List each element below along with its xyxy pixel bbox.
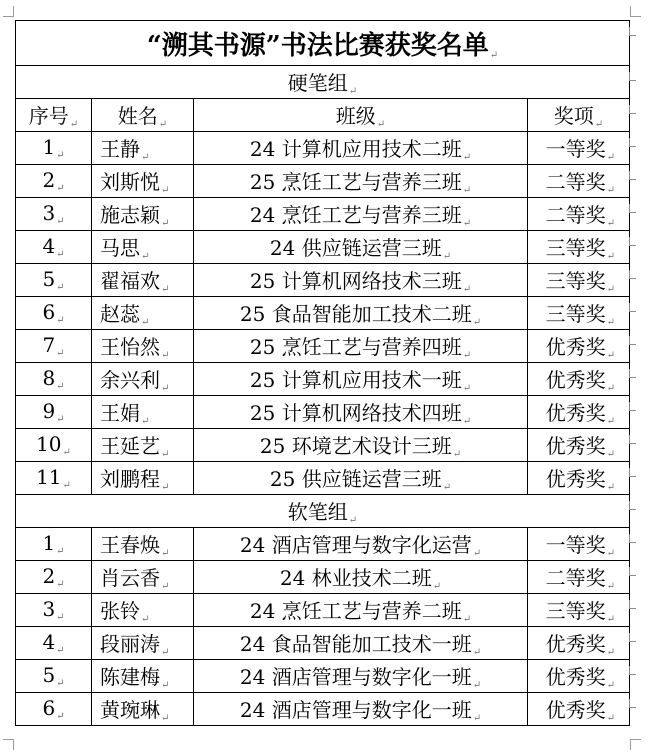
class-cell[interactable]	[194, 330, 528, 363]
header-seq-cell[interactable]	[16, 99, 92, 132]
paragraph-mark-icon: ↵	[606, 185, 615, 196]
table-row	[16, 660, 630, 693]
paragraph-mark-icon: ↵	[462, 383, 472, 394]
name-cell[interactable]	[92, 297, 194, 330]
row-end-mark	[629, 402, 636, 411]
class: 25 烹饪工艺与营养三班	[249, 170, 462, 194]
row-end-mark	[629, 336, 636, 345]
paragraph-mark-icon: ↵	[161, 680, 170, 691]
seq-cell[interactable]	[16, 264, 92, 297]
paragraph-mark-icon: ↵	[161, 581, 170, 592]
paragraph-mark-icon: ↵	[56, 711, 65, 722]
class-cell[interactable]	[194, 231, 528, 264]
row-end-mark	[629, 237, 636, 246]
award-cell[interactable]	[528, 627, 630, 660]
paragraph-mark-icon: ↵	[161, 713, 170, 724]
class-cell[interactable]	[194, 396, 528, 429]
paragraph-mark-icon: ↵	[56, 381, 65, 392]
table-row	[16, 429, 630, 462]
award: 一等奖	[545, 137, 606, 161]
name-cell[interactable]	[92, 165, 194, 198]
class-cell[interactable]	[194, 165, 528, 198]
class-cell[interactable]	[194, 132, 528, 165]
paragraph-mark-icon: ↵	[472, 713, 482, 724]
page-corner-mark-top-left	[3, 6, 14, 17]
paragraph-mark-icon: ↵	[472, 647, 482, 658]
seq: 6	[42, 696, 56, 720]
table-row	[16, 693, 630, 726]
award-cell[interactable]	[528, 594, 630, 627]
header-seq: 序号	[28, 104, 69, 128]
class: 25 计算机网络技术三班	[249, 269, 462, 293]
award-cell[interactable]	[528, 264, 630, 297]
table-row	[16, 561, 630, 594]
award: 优秀奖	[545, 632, 606, 656]
row-end-mark	[629, 699, 636, 708]
seq-cell[interactable]	[16, 396, 92, 429]
seq-cell[interactable]	[16, 132, 92, 165]
award-cell[interactable]	[528, 165, 630, 198]
table-row	[16, 594, 630, 627]
seq-cell[interactable]	[16, 330, 92, 363]
name-cell[interactable]	[92, 594, 194, 627]
row-end-mark	[629, 567, 636, 576]
name: 肖云香	[100, 566, 160, 590]
row-end-mark	[629, 171, 636, 180]
seq-cell[interactable]	[16, 198, 92, 231]
award: 三等奖	[545, 599, 606, 623]
seq: 5	[42, 267, 56, 291]
table-row	[16, 363, 630, 396]
award: 三等奖	[545, 269, 606, 293]
seq-cell[interactable]	[16, 528, 92, 561]
name: 王春焕	[100, 533, 160, 557]
name: 施志颖	[100, 203, 160, 227]
class: 24 林业技术二班	[279, 566, 432, 590]
paragraph-mark-icon: ↵	[606, 482, 615, 493]
class: 25 烹饪工艺与营养四班	[249, 335, 462, 359]
name: 马思	[100, 236, 140, 260]
class: 24 酒店管理与数字化一班	[239, 698, 472, 722]
seq-cell[interactable]	[16, 297, 92, 330]
class: 24 食品智能加工技术一班	[239, 632, 472, 656]
name-cell[interactable]	[92, 132, 194, 165]
seq: 6	[42, 300, 56, 324]
class-cell[interactable]	[194, 297, 528, 330]
class: 24 酒店管理与数字化运营	[239, 533, 472, 557]
name-cell[interactable]	[92, 231, 194, 264]
table-row	[16, 297, 630, 330]
paragraph-mark-icon: ↵	[462, 185, 472, 196]
class: 25 环境艺术设计三班	[259, 434, 452, 458]
paragraph-mark-icon: ↵	[141, 317, 150, 328]
name: 余兴利	[100, 368, 160, 392]
paragraph-mark-icon: ↵	[348, 86, 358, 97]
class: 24 烹饪工艺与营养二班	[249, 599, 462, 623]
class-cell[interactable]	[194, 528, 528, 561]
award-cell[interactable]	[528, 561, 630, 594]
paragraph-mark-icon: ↵	[141, 251, 150, 262]
seq-cell[interactable]	[16, 660, 92, 693]
paragraph-mark-icon: ↵	[376, 119, 386, 130]
award: 优秀奖	[545, 335, 606, 359]
award-cell[interactable]	[528, 330, 630, 363]
row-end-mark	[629, 534, 636, 543]
paragraph-mark-icon: ↵	[606, 317, 615, 328]
class-cell[interactable]	[194, 627, 528, 660]
award: 一等奖	[545, 533, 606, 557]
table-row	[16, 198, 630, 231]
class-cell[interactable]	[194, 594, 528, 627]
paragraph-mark-icon: ↵	[606, 284, 615, 295]
paragraph-mark-icon: ↵	[141, 416, 150, 427]
name-cell[interactable]	[92, 561, 194, 594]
class-cell[interactable]	[194, 429, 528, 462]
award: 二等奖	[545, 566, 606, 590]
paragraph-mark-icon: ↵	[606, 581, 615, 592]
award-cell[interactable]	[528, 297, 630, 330]
class-cell[interactable]	[194, 264, 528, 297]
award: 优秀奖	[545, 434, 606, 458]
award-cell[interactable]	[528, 660, 630, 693]
paragraph-mark-icon: ↵	[462, 614, 472, 625]
group-title-cell[interactable]	[16, 495, 630, 528]
seq: 9	[42, 399, 56, 423]
paragraph-mark-icon: ↵	[56, 315, 65, 326]
seq: 11	[36, 465, 62, 489]
award-cell[interactable]	[528, 198, 630, 231]
row-end-mark	[629, 72, 636, 81]
header-award: 奖项	[553, 104, 594, 128]
paragraph-mark-icon: ↵	[606, 449, 615, 460]
paragraph-mark-icon: ↵	[462, 152, 472, 163]
paragraph-mark-icon: ↵	[452, 449, 462, 460]
group-row-hard-pen	[16, 66, 630, 99]
class: 24 烹饪工艺与营养三班	[249, 203, 462, 227]
row-end-mark	[629, 468, 636, 477]
paragraph-mark-icon: ↵	[69, 119, 79, 130]
award-cell[interactable]	[528, 396, 630, 429]
document-title-cell[interactable]	[16, 21, 630, 66]
paragraph-mark-icon: ↵	[161, 449, 170, 460]
name: 王怡然	[100, 335, 160, 359]
seq: 1	[42, 135, 56, 159]
seq-cell[interactable]	[16, 693, 92, 726]
name: 张铃	[100, 599, 140, 623]
class: 24 计算机应用技术二班	[249, 137, 462, 161]
name-cell[interactable]	[92, 528, 194, 561]
row-end-mark	[629, 600, 636, 609]
award-cell[interactable]	[528, 528, 630, 561]
class: 25 计算机应用技术一班	[249, 368, 462, 392]
row-end-mark	[629, 435, 636, 444]
award: 三等奖	[545, 236, 606, 260]
row-end-mark	[629, 270, 636, 279]
paragraph-mark-icon: ↵	[462, 284, 472, 295]
paragraph-mark-icon: ↵	[56, 348, 65, 359]
paragraph-mark-icon: ↵	[161, 218, 170, 229]
class-cell[interactable]	[194, 462, 528, 495]
seq-cell[interactable]	[16, 462, 92, 495]
paragraph-mark-icon: ↵	[56, 645, 65, 656]
paragraph-mark-icon: ↵	[161, 482, 170, 493]
seq-cell[interactable]	[16, 363, 92, 396]
paragraph-mark-icon: ↵	[161, 647, 170, 658]
paragraph-mark-icon: ↵	[56, 546, 65, 557]
class-cell[interactable]	[194, 198, 528, 231]
paragraph-mark-icon: ↵	[472, 548, 482, 559]
paragraph-mark-icon: ↵	[158, 119, 168, 130]
seq-cell[interactable]	[16, 429, 92, 462]
name-cell[interactable]	[92, 363, 194, 396]
paragraph-mark-icon: ↵	[472, 680, 482, 691]
paragraph-mark-icon: ↵	[606, 218, 615, 229]
group-title-cell[interactable]	[16, 66, 630, 99]
seq-cell[interactable]	[16, 627, 92, 660]
award-list-table	[15, 20, 630, 726]
paragraph-mark-icon: ↵	[489, 49, 499, 61]
paragraph-mark-icon: ↵	[606, 416, 615, 427]
paragraph-mark-icon: ↵	[432, 581, 442, 592]
seq: 1	[42, 531, 56, 555]
row-end-mark	[629, 138, 636, 147]
name-cell[interactable]	[92, 264, 194, 297]
name: 段丽涛	[100, 632, 160, 656]
award-cell[interactable]	[528, 429, 630, 462]
seq: 3	[42, 597, 56, 621]
paragraph-mark-icon: ↵	[56, 612, 65, 623]
title-row	[16, 21, 630, 66]
name: 黄琬琳	[100, 698, 160, 722]
table-row	[16, 396, 630, 429]
class-cell[interactable]	[194, 561, 528, 594]
award: 二等奖	[545, 170, 606, 194]
paragraph-mark-icon: ↵	[606, 713, 615, 724]
award: 优秀奖	[545, 665, 606, 689]
name: 王延艺	[100, 434, 160, 458]
seq: 5	[42, 663, 56, 687]
name: 陈建梅	[100, 665, 160, 689]
row-end-mark	[629, 27, 636, 36]
name: 刘斯悦	[100, 170, 160, 194]
paragraph-mark-icon: ↵	[161, 284, 170, 295]
class-cell[interactable]	[194, 363, 528, 396]
seq: 8	[42, 366, 56, 390]
page-corner-mark-bottom-right	[630, 739, 641, 750]
paragraph-mark-icon: ↵	[62, 480, 71, 491]
table-row	[16, 231, 630, 264]
paragraph-mark-icon: ↵	[141, 152, 150, 163]
table-row	[16, 528, 630, 561]
row-end-mark	[629, 633, 636, 642]
paragraph-mark-icon: ↵	[161, 548, 170, 559]
award-cell[interactable]	[528, 132, 630, 165]
name-cell[interactable]	[92, 462, 194, 495]
award: 二等奖	[545, 203, 606, 227]
paragraph-mark-icon: ↵	[56, 216, 65, 227]
seq: 4	[42, 630, 56, 654]
paragraph-mark-icon: ↵	[472, 317, 482, 328]
group-title: 硬笔组	[287, 71, 348, 95]
class: 25 计算机网络技术四班	[249, 401, 462, 425]
award: 优秀奖	[545, 698, 606, 722]
paragraph-mark-icon: ↵	[161, 383, 170, 394]
paragraph-mark-icon: ↵	[442, 482, 452, 493]
award-cell[interactable]	[528, 693, 630, 726]
header-name: 姓名	[117, 104, 158, 128]
award-cell[interactable]	[528, 363, 630, 396]
paragraph-mark-icon: ↵	[161, 350, 170, 361]
paragraph-mark-icon: ↵	[56, 150, 65, 161]
seq: 3	[42, 201, 56, 225]
paragraph-mark-icon: ↵	[606, 614, 615, 625]
paragraph-mark-icon: ↵	[462, 218, 472, 229]
table-row	[16, 132, 630, 165]
paragraph-mark-icon: ↵	[62, 447, 71, 458]
table-row	[16, 462, 630, 495]
seq: 10	[36, 432, 62, 456]
row-end-mark	[629, 501, 636, 510]
paragraph-mark-icon: ↵	[56, 183, 65, 194]
name: 王静	[100, 137, 140, 161]
document-title: “溯其书源”书法比赛获奖名单	[146, 30, 489, 61]
paragraph-mark-icon: ↵	[56, 249, 65, 260]
seq-cell[interactable]	[16, 165, 92, 198]
row-end-mark	[629, 666, 636, 675]
paragraph-mark-icon: ↵	[56, 414, 65, 425]
page-corner-mark-top-right	[630, 6, 641, 17]
paragraph-mark-icon: ↵	[606, 680, 615, 691]
paragraph-mark-icon: ↵	[606, 152, 615, 163]
paragraph-mark-icon: ↵	[594, 119, 604, 130]
name-cell[interactable]	[92, 396, 194, 429]
paragraph-mark-icon: ↵	[606, 548, 615, 559]
class-cell[interactable]	[194, 660, 528, 693]
award-cell[interactable]	[528, 462, 630, 495]
name-cell[interactable]	[92, 660, 194, 693]
row-end-mark	[629, 369, 636, 378]
award: 优秀奖	[545, 467, 606, 491]
row-end-mark	[629, 303, 636, 312]
paragraph-mark-icon: ↵	[161, 185, 170, 196]
seq: 7	[42, 333, 56, 357]
table-row	[16, 627, 630, 660]
paragraph-mark-icon: ↵	[348, 515, 358, 526]
name-cell[interactable]	[92, 627, 194, 660]
class: 24 酒店管理与数字化一班	[239, 665, 472, 689]
paragraph-mark-icon: ↵	[462, 416, 472, 427]
paragraph-mark-icon: ↵	[606, 647, 615, 658]
class: 25 供应链运营三班	[269, 467, 442, 491]
name-cell[interactable]	[92, 429, 194, 462]
seq: 2	[42, 564, 56, 588]
paragraph-mark-icon: ↵	[56, 678, 65, 689]
seq-cell[interactable]	[16, 561, 92, 594]
row-end-mark	[629, 204, 636, 213]
group-title: 软笔组	[287, 500, 348, 524]
header-name-cell[interactable]	[92, 99, 194, 132]
paragraph-mark-icon: ↵	[141, 614, 150, 625]
header-award-cell[interactable]	[528, 99, 630, 132]
name-cell[interactable]	[92, 693, 194, 726]
header-row	[16, 99, 630, 132]
award: 优秀奖	[545, 401, 606, 425]
seq: 2	[42, 168, 56, 192]
paragraph-mark-icon: ↵	[606, 350, 615, 361]
name: 翟福欢	[100, 269, 160, 293]
award: 优秀奖	[545, 368, 606, 392]
class: 24 供应链运营三班	[269, 236, 442, 260]
name-cell[interactable]	[92, 330, 194, 363]
award: 三等奖	[545, 302, 606, 326]
page-corner-mark-bottom-left	[3, 739, 14, 750]
paragraph-mark-icon: ↵	[606, 383, 615, 394]
name-cell[interactable]	[92, 198, 194, 231]
paragraph-mark-icon: ↵	[56, 579, 65, 590]
row-end-mark	[629, 105, 636, 114]
name: 王娟	[100, 401, 140, 425]
name: 刘鹏程	[100, 467, 160, 491]
seq: 4	[42, 234, 56, 258]
seq-cell[interactable]	[16, 231, 92, 264]
name: 赵蕊	[100, 302, 140, 326]
header-class-cell[interactable]	[194, 99, 528, 132]
table-row	[16, 165, 630, 198]
header-class: 班级	[335, 104, 376, 128]
paragraph-mark-icon: ↵	[442, 251, 452, 262]
paragraph-mark-icon: ↵	[462, 350, 472, 361]
class-cell[interactable]	[194, 693, 528, 726]
award-cell[interactable]	[528, 231, 630, 264]
table-row	[16, 330, 630, 363]
class: 25 食品智能加工技术二班	[239, 302, 472, 326]
paragraph-mark-icon: ↵	[606, 251, 615, 262]
group-row-soft-pen	[16, 495, 630, 528]
table-row	[16, 264, 630, 297]
seq-cell[interactable]	[16, 594, 92, 627]
paragraph-mark-icon: ↵	[56, 282, 65, 293]
